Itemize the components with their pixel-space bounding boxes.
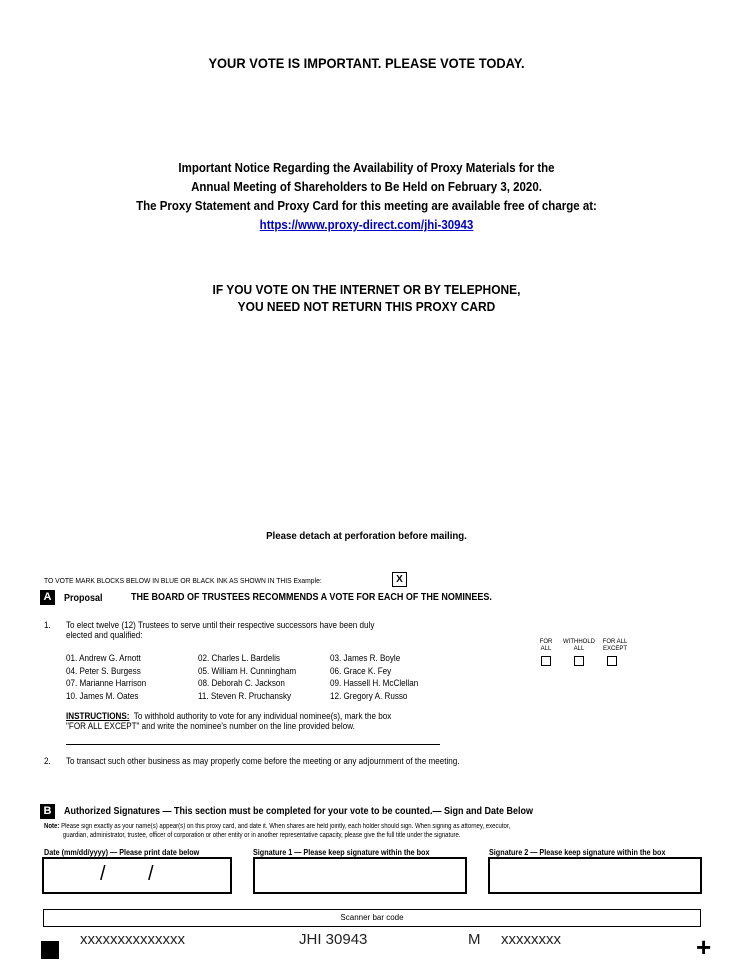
date-slash-1: / bbox=[100, 863, 106, 885]
footer-code-2: JHI 30943 bbox=[299, 931, 368, 948]
item-1-line-2: elected and qualified: bbox=[66, 630, 143, 640]
footer-code-3: M bbox=[468, 931, 481, 948]
nominee: 12. Gregory A. Russo bbox=[330, 691, 408, 701]
note-line-1: Please sign exactly as your name(s) appear(s) on this proxy card, and date it. When shares are held jointly, each holder should sign. When signing as attorney, executor, bbox=[61, 823, 511, 830]
for-all-except-header-line-1: FOR ALL bbox=[602, 639, 628, 645]
internet-line-2: YOU NEED NOT RETURN THIS PROXY CARD bbox=[237, 299, 496, 314]
section-a-tag: A bbox=[40, 590, 55, 605]
registration-mark bbox=[41, 941, 59, 959]
nominee: 08. Deborah C. Jackson bbox=[198, 678, 285, 688]
item-1-line-1: To elect twelve (12) Trustees to serve until their respective successors have been duly bbox=[66, 620, 375, 630]
footer-code-1: xxxxxxxxxxxxxx bbox=[80, 931, 185, 948]
internet-vote-notice bbox=[29, 281, 703, 315]
section-a-label: Proposal bbox=[64, 593, 103, 604]
footer-code-4: xxxxxxxx bbox=[501, 931, 561, 948]
mark-instructions: TO VOTE MARK BLOCKS BELOW IN BLUE OR BLACK INK AS SHOWN IN THIS Example: bbox=[44, 576, 322, 585]
item-2-text: To transact such other business as may properly come before the meeting or any adjournment of the meeting. bbox=[66, 756, 460, 766]
item-1-number: 1. bbox=[44, 620, 51, 630]
proxy-notice bbox=[29, 159, 703, 235]
nominee: 03. James R. Boyle bbox=[330, 653, 401, 663]
nominee-exception-line[interactable] bbox=[66, 744, 440, 745]
notice-line-3: The Proxy Statement and Proxy Card for this meeting are available free of charge at: bbox=[136, 199, 597, 213]
date-label: Date (mm/dd/yyyy) — Please print date below bbox=[44, 848, 200, 857]
for-all-header bbox=[528, 639, 564, 653]
notice-line-1: Important Notice Regarding the Availability of Proxy Materials for the bbox=[178, 161, 555, 175]
nominee: 06. Grace K. Fey bbox=[330, 666, 392, 676]
instructions-line-2: "FOR ALL EXCEPT" and write the nominee's number on the line provided below. bbox=[66, 721, 355, 731]
nominee: 01. Andrew G. Arnott bbox=[66, 653, 141, 663]
withhold-all-header bbox=[561, 639, 597, 653]
item-1-text bbox=[66, 620, 374, 640]
date-input-box[interactable] bbox=[42, 857, 232, 894]
date-slash-2: / bbox=[148, 863, 154, 885]
for-all-header-line-1: FOR bbox=[539, 639, 553, 645]
signature-note bbox=[44, 823, 510, 840]
for-all-checkbox[interactable] bbox=[541, 656, 551, 666]
nominee: 10. James M. Oates bbox=[66, 691, 139, 701]
note-line-2: guardian, administrator, trustee, officer of corporation or other entity or in another representative capacity, please give the full title under the signature. bbox=[62, 831, 461, 839]
detach-notice: Please detach at perforation before mailing. bbox=[266, 530, 467, 542]
internet-line-1: IF YOU VOTE ON THE INTERNET OR BY TELEPHONE, bbox=[212, 282, 521, 297]
withhold-all-header-line-2: ALL bbox=[573, 646, 585, 652]
instructions-label: INSTRUCTIONS: bbox=[66, 711, 130, 721]
nominee: 05. William H. Cunningham bbox=[198, 666, 297, 676]
signature-2-box[interactable] bbox=[488, 857, 702, 894]
nominee: 11. Steven R. Pruchansky bbox=[198, 691, 292, 701]
example-mark-box: X bbox=[392, 572, 407, 587]
item-2-number: 2. bbox=[44, 756, 51, 766]
signature-1-label: Signature 1 — Please keep signature within the box bbox=[253, 848, 430, 857]
nominee: 02. Charles L. Bardelis bbox=[198, 653, 280, 663]
notice-line-2: Annual Meeting of Shareholders to Be Held on February 3, 2020. bbox=[191, 180, 542, 194]
for-all-header-line-2: ALL bbox=[540, 646, 552, 652]
note-label: Note: bbox=[44, 823, 60, 830]
proxy-materials-link[interactable]: https://www.proxy-direct.com/jhi-30943 bbox=[259, 218, 474, 232]
section-b-tag: B bbox=[40, 804, 55, 819]
nominee: 07. Marianne Harrison bbox=[66, 678, 147, 688]
for-all-except-checkbox[interactable] bbox=[607, 656, 617, 666]
board-recommendation: THE BOARD OF TRUSTEES RECOMMENDS A VOTE FOR EACH OF THE NOMINEES. bbox=[131, 592, 492, 603]
for-all-except-header bbox=[597, 639, 633, 653]
nominee: 04. Peter S. Burgess bbox=[66, 666, 141, 676]
withhold-all-header-line-1: WITHHOLD bbox=[563, 639, 595, 645]
plus-mark: + bbox=[696, 932, 712, 962]
section-b-title: Authorized Signatures — This section must be completed for your vote to be counted.— Sign and Date Below bbox=[64, 806, 534, 817]
for-all-except-header-line-2: EXCEPT bbox=[602, 646, 627, 652]
withhold-all-checkbox[interactable] bbox=[574, 656, 584, 666]
nominee: 09. Hassell H. McClellan bbox=[330, 678, 419, 688]
instructions-line-1: To withhold authority to vote for any individual nominee(s), mark the box bbox=[133, 711, 392, 721]
signature-2-label: Signature 2 — Please keep signature within the box bbox=[489, 848, 666, 857]
page-title: YOUR VOTE IS IMPORTANT. PLEASE VOTE TODAY. bbox=[208, 55, 525, 71]
scanner-bar-code: Scanner bar code bbox=[43, 909, 701, 927]
withhold-instructions bbox=[66, 711, 391, 731]
signature-1-box[interactable] bbox=[253, 857, 467, 894]
